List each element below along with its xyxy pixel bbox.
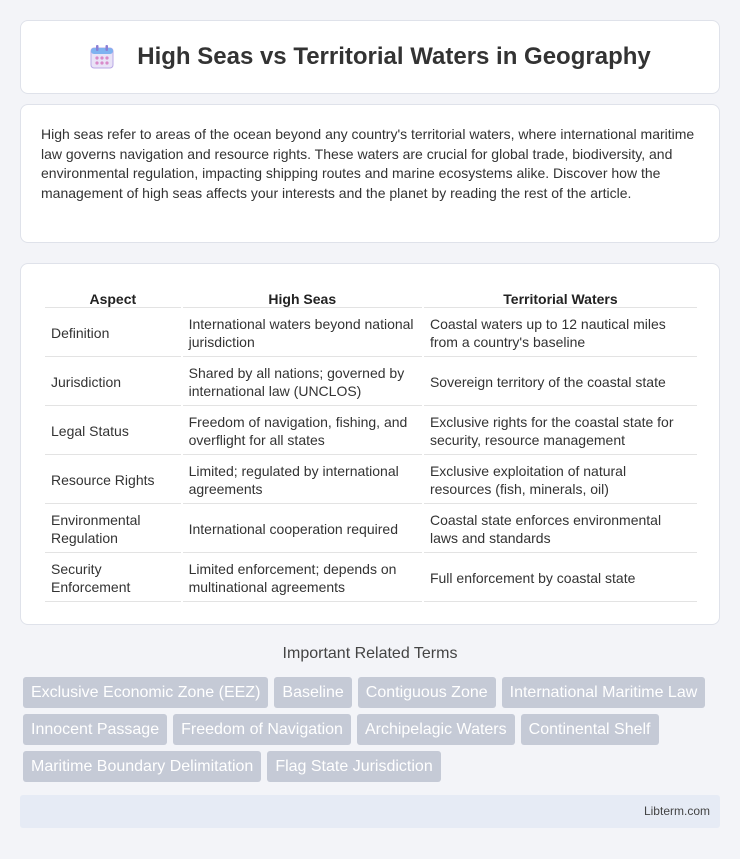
table-cell: Exclusive rights for the coastal state for security, resource management: [424, 408, 697, 455]
related-term-tag[interactable]: Exclusive Economic Zone (EEZ): [23, 677, 268, 708]
footer: [20, 795, 720, 828]
table-cell: International cooperation required: [183, 506, 422, 553]
table-cell: Exclusive exploitation of natural resources (fish, minerals, oil): [424, 457, 697, 504]
related-term-tag[interactable]: International Maritime Law: [502, 677, 706, 708]
related-term-tag[interactable]: Flag State Jurisdiction: [267, 751, 440, 782]
table-row: [45, 457, 697, 504]
table-row: [45, 506, 697, 553]
table-cell: International waters beyond national jurisdiction: [183, 310, 422, 357]
table-cell: Definition: [45, 310, 181, 357]
table-cell: Security Enforcement: [45, 555, 181, 602]
table-cell: Legal Status: [45, 408, 181, 455]
table-row: [45, 310, 697, 357]
table-cell: Resource Rights: [45, 457, 181, 504]
table-cell: Freedom of navigation, fishing, and overflight for all states: [183, 408, 422, 455]
related-term-tag[interactable]: Freedom of Navigation: [173, 714, 351, 745]
table-row: [45, 359, 697, 406]
footer-site-link[interactable]: Libterm.com: [643, 804, 710, 818]
comparison-table-card: [20, 263, 720, 625]
table-cell: Full enforcement by coastal state: [424, 555, 697, 602]
intro-card: [20, 104, 720, 243]
related-terms-title: Important Related Terms: [282, 645, 458, 662]
page-title: High Seas vs Territorial Waters in Geography: [137, 43, 651, 70]
intro-paragraph: High seas refer to areas of the ocean beyond any country's territorial waters, where international maritime law governs navigation and resource rights. These waters are crucial for global trade, biodiversity, and environmental regulation, impacting shipping routes and marine ecosystems alike. Discover how the management of high seas affects your interests and the planet by reading the rest of the article.: [41, 126, 695, 201]
related-term-tag[interactable]: Baseline: [274, 677, 351, 708]
related-terms-list: [23, 677, 723, 788]
related-term-tag[interactable]: Maritime Boundary Delimitation: [23, 751, 261, 782]
header-high-seas: High Seas: [183, 286, 422, 308]
table-row: [45, 555, 697, 602]
table-cell: Limited enforcement; depends on multinational agreements: [183, 555, 422, 602]
table-cell: Limited; regulated by international agreements: [183, 457, 422, 504]
related-term-tag[interactable]: Contiguous Zone: [358, 677, 496, 708]
header-aspect: Aspect: [45, 286, 181, 308]
table-cell: Environmental Regulation: [45, 506, 181, 553]
table-cell: Sovereign territory of the coastal state: [424, 359, 697, 406]
table-row: [45, 408, 697, 455]
table-cell: Shared by all nations; governed by international law (UNCLOS): [183, 359, 422, 406]
table-cell: Coastal state enforces environmental laws and standards: [424, 506, 697, 553]
calendar-icon: [89, 44, 115, 70]
comparison-table: [43, 284, 699, 604]
table-header-row: [45, 286, 697, 308]
header-card: [20, 20, 720, 94]
table-cell: Jurisdiction: [45, 359, 181, 406]
related-term-tag[interactable]: Continental Shelf: [521, 714, 659, 745]
related-term-tag[interactable]: Innocent Passage: [23, 714, 167, 745]
header-territorial-waters: Territorial Waters: [424, 286, 697, 308]
table-cell: Coastal waters up to 12 nautical miles from a country's baseline: [424, 310, 697, 357]
related-term-tag[interactable]: Archipelagic Waters: [357, 714, 515, 745]
